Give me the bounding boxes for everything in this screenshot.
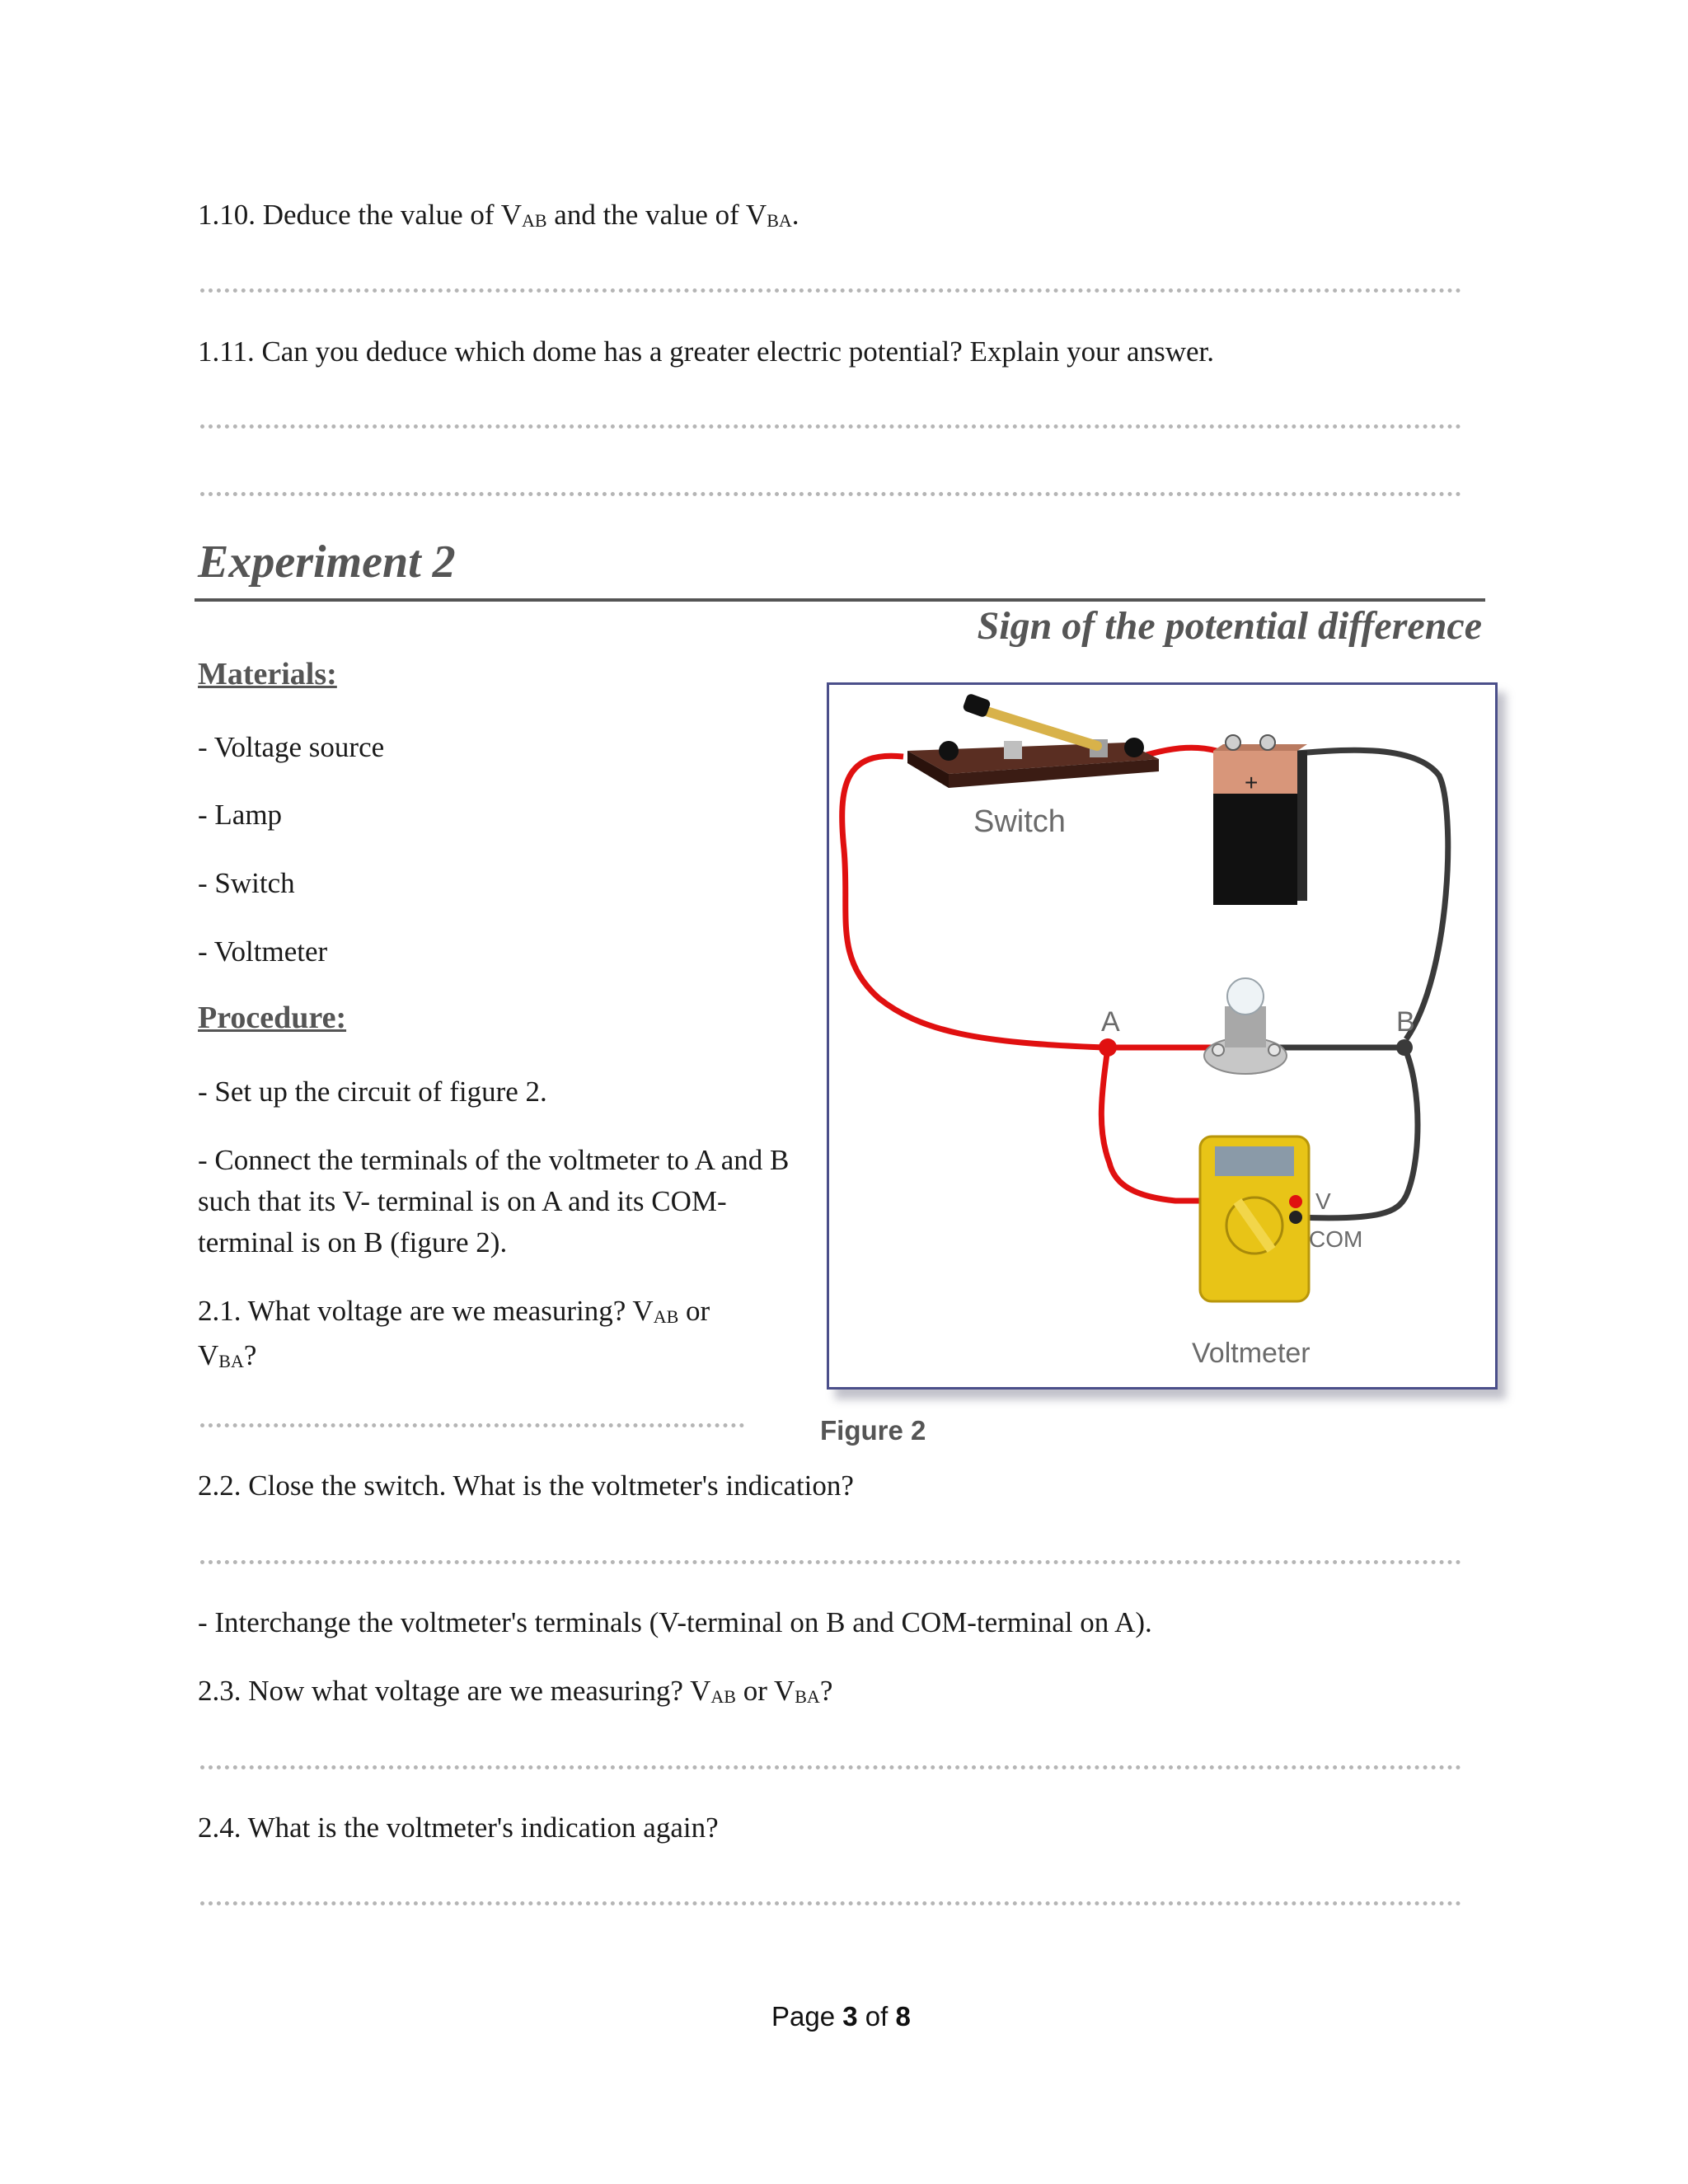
materials-heading: Materials: [198, 657, 337, 691]
voltmeter-label: Voltmeter [1192, 1338, 1311, 1369]
switch-clip-left [1004, 741, 1022, 759]
q23-sub-ba: BA [795, 1686, 820, 1707]
q21-text-mid: or V [198, 1295, 710, 1371]
procedure-heading: Procedure: [198, 1001, 347, 1035]
answer-line[interactable] [200, 1560, 1461, 1564]
circuit-figure [827, 682, 1498, 1390]
lamp-bulb [1227, 978, 1264, 1015]
q110-text: 1.10. Deduce the value of V [198, 199, 522, 231]
footer-total-pages: 8 [895, 2001, 911, 2032]
battery-plus-label: + [1245, 770, 1259, 795]
q21-sub-ba: BA [218, 1351, 244, 1371]
answer-line[interactable] [200, 288, 1461, 293]
question-1-11: 1.11. Can you deduce which dome has a greater electric potential? Explain your answer. [198, 335, 1214, 368]
q23-text-end: ? [819, 1675, 833, 1707]
q23-sub-ab: AB [710, 1686, 736, 1707]
question-2-1 [198, 1291, 775, 1380]
answer-line[interactable] [200, 424, 1461, 429]
voltmeter-v-port [1289, 1195, 1302, 1208]
q110-text-mid: and the value of V [546, 199, 767, 231]
battery-side [1297, 751, 1307, 901]
answer-line[interactable] [200, 1901, 1461, 1905]
junction-a [1099, 1038, 1117, 1057]
material-item: - Voltmeter [198, 935, 328, 968]
procedure-step-2: - Connect the terminals of the voltmeter to A and B such that its V- terminal is on A and its COM-terminal is on B (figure 2). [198, 1144, 790, 1258]
procedure-step-1: - Set up the circuit of figure 2. [198, 1076, 547, 1108]
q23-text: 2.3. Now what voltage are we measuring? V [198, 1675, 711, 1707]
q110-sub-ba: BA [767, 210, 792, 231]
q110-sub-ab: AB [521, 210, 547, 231]
material-item: - Lamp [198, 799, 283, 831]
material-item: - Switch [198, 867, 295, 899]
battery-body [1213, 785, 1297, 905]
battery-terminal [1260, 735, 1275, 750]
material-item: - Voltage source [198, 731, 385, 763]
switch-label: Switch [973, 804, 1066, 839]
footer-page-word: Page [771, 2001, 836, 2032]
red-wire-switch-battery [1146, 748, 1217, 755]
question-2-3 [198, 1671, 832, 1715]
lamp-terminal [1268, 1044, 1280, 1056]
page-footer [771, 2001, 911, 2032]
voltmeter-com-port [1289, 1211, 1302, 1224]
junction-b [1396, 1039, 1413, 1056]
question-1-10 [198, 194, 799, 239]
point-a-label: A [1101, 1006, 1120, 1038]
answer-line[interactable] [200, 492, 1461, 496]
footer-of-word: of [865, 2001, 889, 2032]
switch-lever [976, 708, 1097, 746]
question-2-4: 2.4. What is the voltmeter's indication again? [198, 1811, 719, 1844]
q21-text-end: ? [243, 1339, 257, 1371]
lamp-terminal [1212, 1044, 1224, 1056]
experiment-title: Experiment 2 [198, 537, 456, 588]
q110-text-end: . [791, 199, 799, 231]
heading-rule [195, 598, 1485, 602]
figure-caption: Figure 2 [820, 1415, 926, 1446]
answer-line[interactable] [200, 1765, 1461, 1769]
q21-sub-ab: AB [653, 1306, 679, 1327]
procedure-step-3: - Interchange the voltmeter's terminals (V-terminal on B and COM-terminal on A). [198, 1606, 1152, 1638]
circuit-diagram [829, 685, 1495, 1387]
footer-current-page: 3 [842, 2001, 858, 2032]
com-terminal-label: COM [1309, 1226, 1363, 1252]
voltmeter-display [1215, 1146, 1294, 1176]
switch-terminal-left [939, 741, 959, 761]
switch-terminal-right [1124, 738, 1144, 757]
red-wire-left [842, 756, 1108, 1047]
q21-text: 2.1. What voltage are we measuring? V [198, 1295, 654, 1327]
point-b-label: B [1396, 1006, 1415, 1038]
question-2-2: 2.2. Close the switch. What is the voltmeter's indication? [198, 1469, 854, 1502]
battery-terminal [1226, 735, 1240, 750]
experiment-subtitle: Sign of the potential difference [977, 604, 1482, 648]
v-terminal-label: V [1315, 1188, 1331, 1214]
q23-text-mid: or V [735, 1675, 795, 1707]
answer-line[interactable] [200, 1423, 744, 1427]
